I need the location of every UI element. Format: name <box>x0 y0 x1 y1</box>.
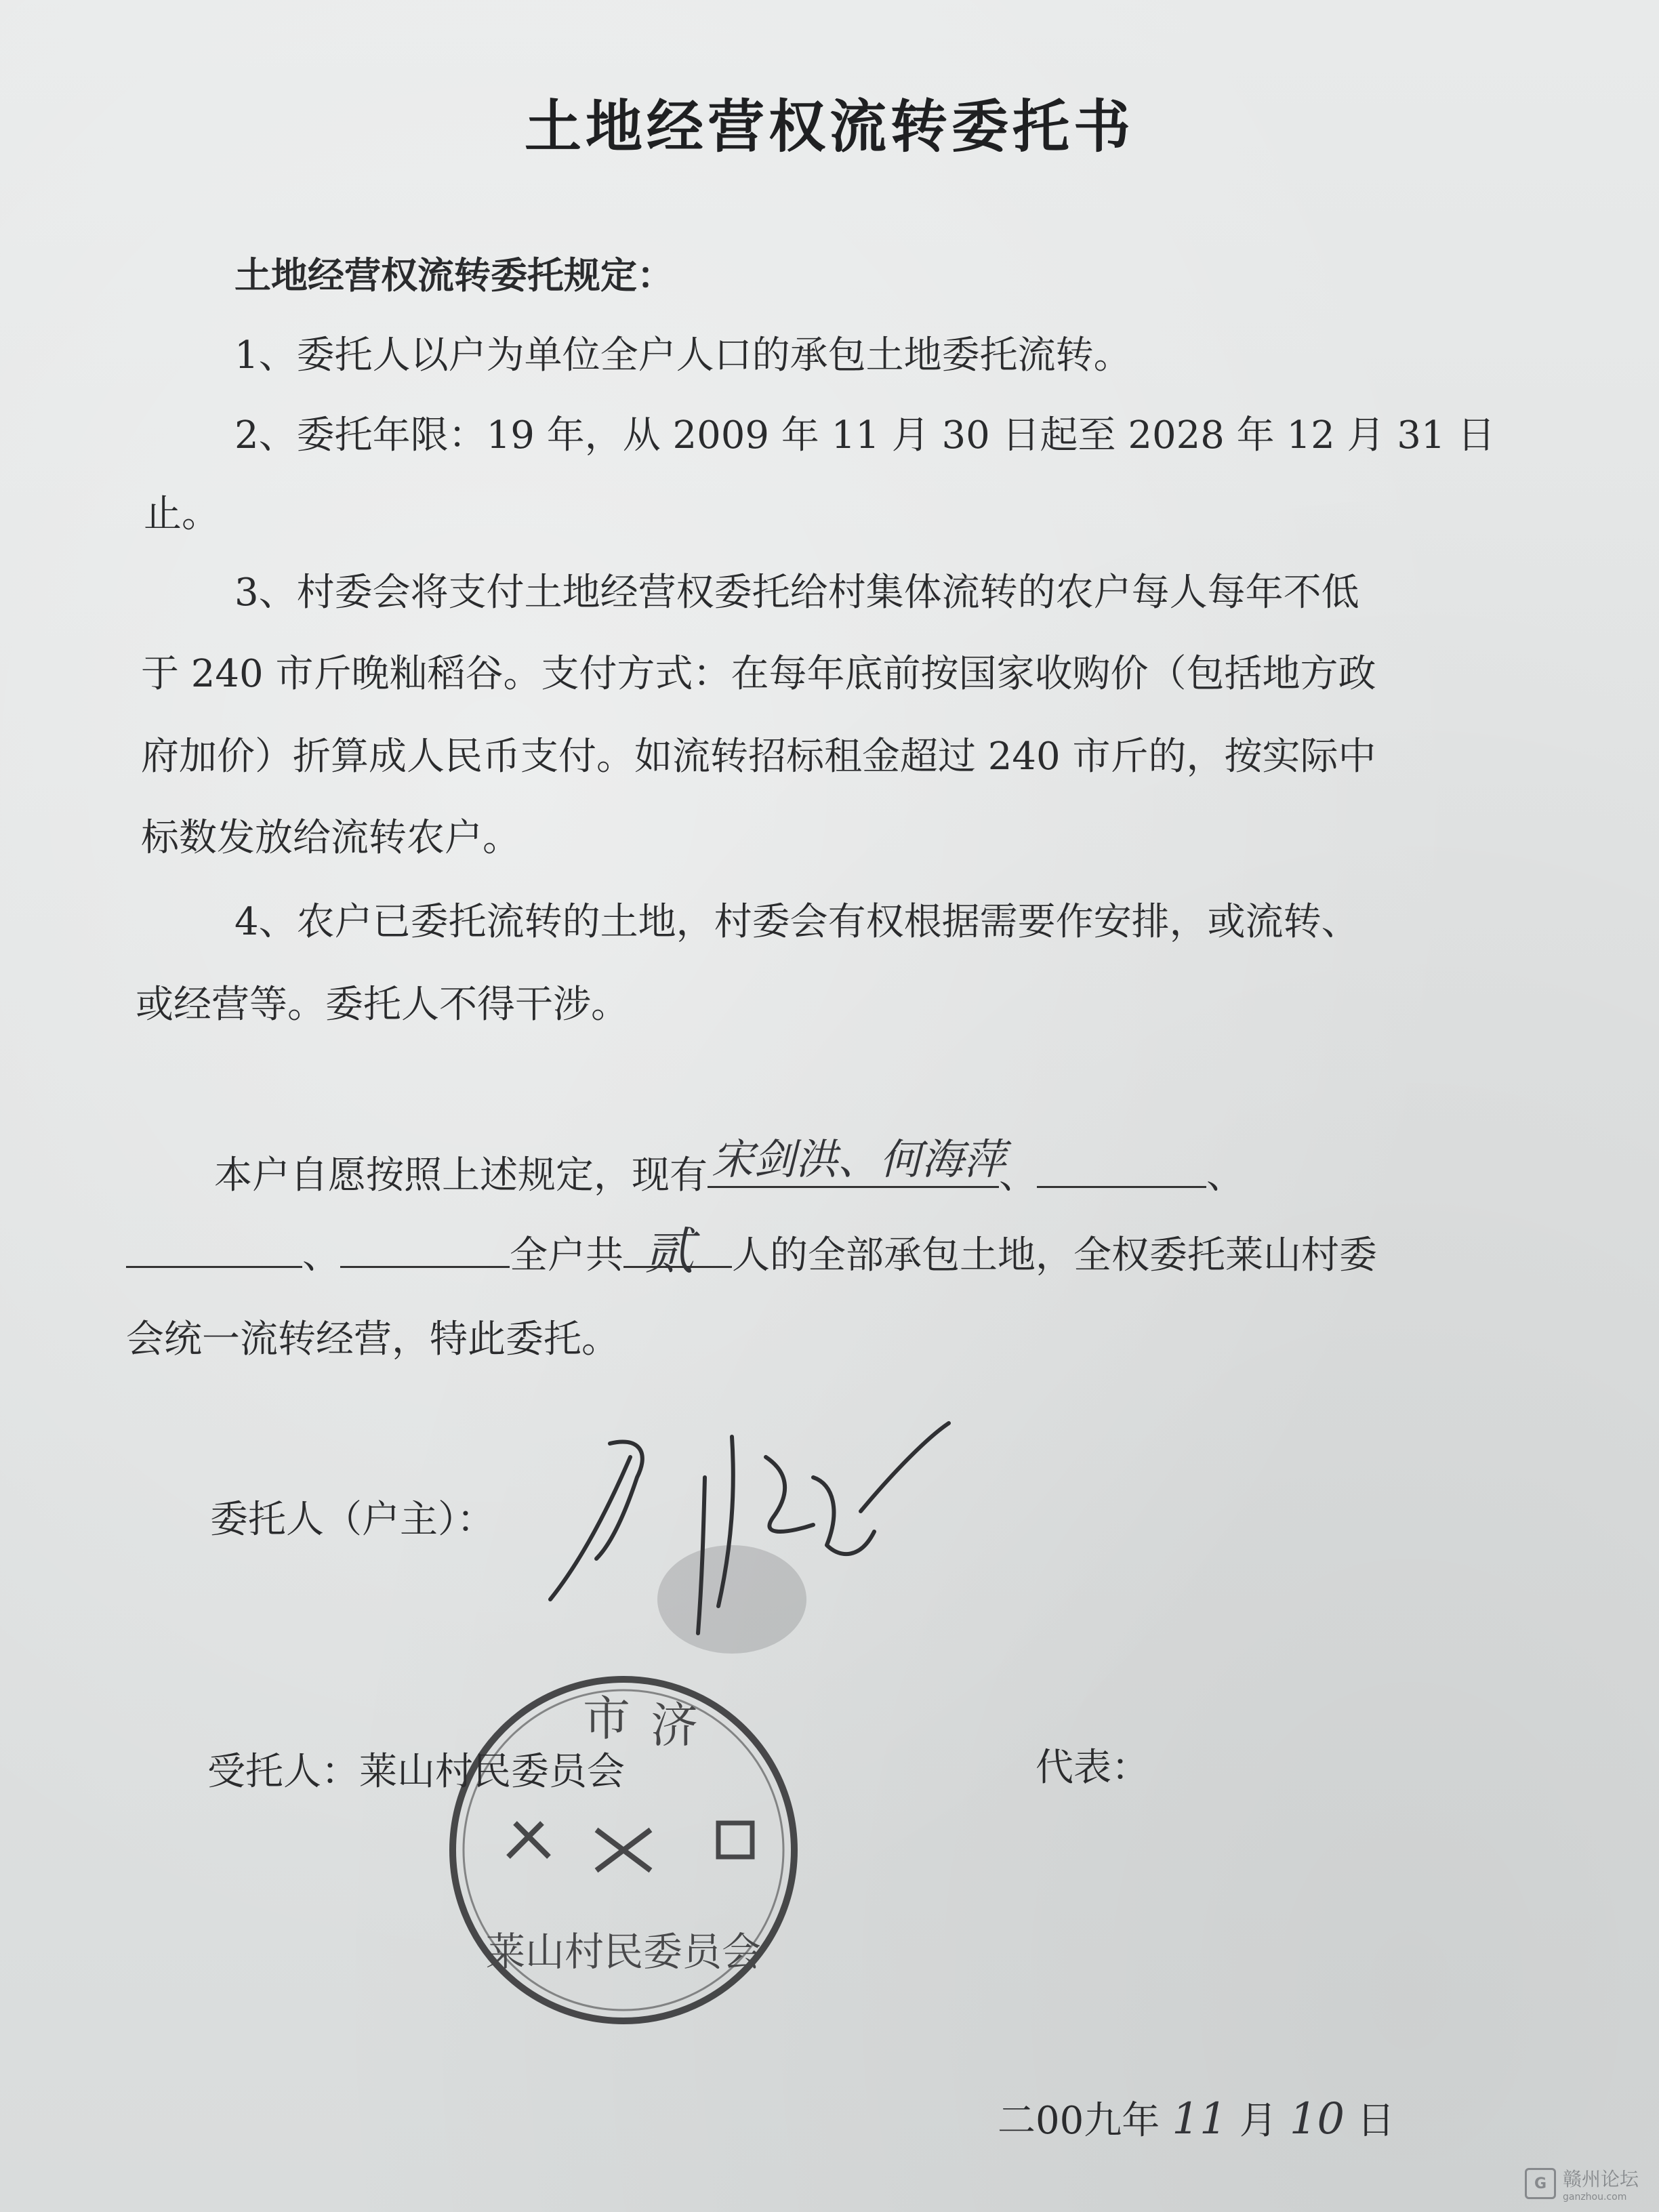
rule-2-line-1: 2、委托年限：19 年，从 2009 年 11 月 30 日起至 2028 年 12 月 31 日 <box>234 413 1496 457</box>
rule-4-line-2: 或经营等。委托人不得干涉。 <box>136 983 629 1027</box>
statement-line-3: 会统一流转经营，特此委托。 <box>126 1317 619 1361</box>
forum-logo-icon: G <box>1525 2168 1556 2199</box>
date-day-unit: 日 <box>1357 2099 1395 2143</box>
statement-sep-3: 、 <box>302 1233 340 1277</box>
stamp-bottom-text: 莱山村民委员会 <box>485 1929 762 1975</box>
statement-sep-2: 、 <box>1206 1153 1244 1197</box>
rule-4-line-1: 4、农户已委托流转的土地，村委会有权根据需要作安排，或流转、 <box>234 900 1359 944</box>
statement-household-label: 全户共 <box>510 1233 623 1277</box>
handwritten-count: 贰 <box>644 1223 694 1281</box>
stamp-char-1: 市 <box>583 1691 630 1746</box>
watermark-subtext: ganzhou.com <box>1562 2192 1627 2203</box>
date-day: 10 <box>1289 2094 1345 2144</box>
stamp-char-2: 济 <box>651 1698 698 1753</box>
representative-label: 代表： <box>1036 1746 1149 1790</box>
official-stamp <box>453 1679 794 2021</box>
rule-1: 1、委托人以户为单位全户人口的承包土地委托流转。 <box>234 333 1132 377</box>
rule-3-line-2: 于 240 市斤晚籼稻谷。支付方式：在每年底前按国家收购价（包括地方政 <box>141 652 1376 696</box>
rule-3-line-3: 府加价）折算成人民币支付。如流转招标租金超过 240 市斤的，按实际中 <box>141 735 1376 779</box>
date-month-unit: 月 <box>1239 2099 1277 2143</box>
rule-2-line-2: 止。 <box>144 492 220 536</box>
date-month: 11 <box>1172 2094 1227 2144</box>
agent-label: 受托人：莱山村民委员会 <box>207 1750 625 1794</box>
principal-label: 委托人（户主）： <box>210 1498 495 1542</box>
document-title: 土地经营权流转委托书 <box>524 94 1134 160</box>
rule-3-line-4: 标数发放给流转农户。 <box>141 816 520 860</box>
forum-watermark <box>1525 2165 1639 2203</box>
statement-prefix: 本户自愿按照上述规定，现有 <box>214 1153 708 1197</box>
date-prefix: 二00九年 <box>998 2099 1160 2143</box>
rule-3-line-1: 3、村委会将支付土地经营权委托给村集体流转的农户每人每年不低 <box>234 571 1359 615</box>
statement-suffix: 人的全部承包土地，全权委托莱山村委 <box>732 1233 1377 1277</box>
handwritten-names: 宋剑洪、何海萍 <box>712 1134 1006 1184</box>
watermark-text: 赣州论坛 <box>1562 2168 1639 2190</box>
ink-smudge <box>657 1545 806 1654</box>
statement-sep-1: 、 <box>999 1153 1037 1197</box>
rules-heading: 土地经营权流转委托规定： <box>234 254 674 297</box>
